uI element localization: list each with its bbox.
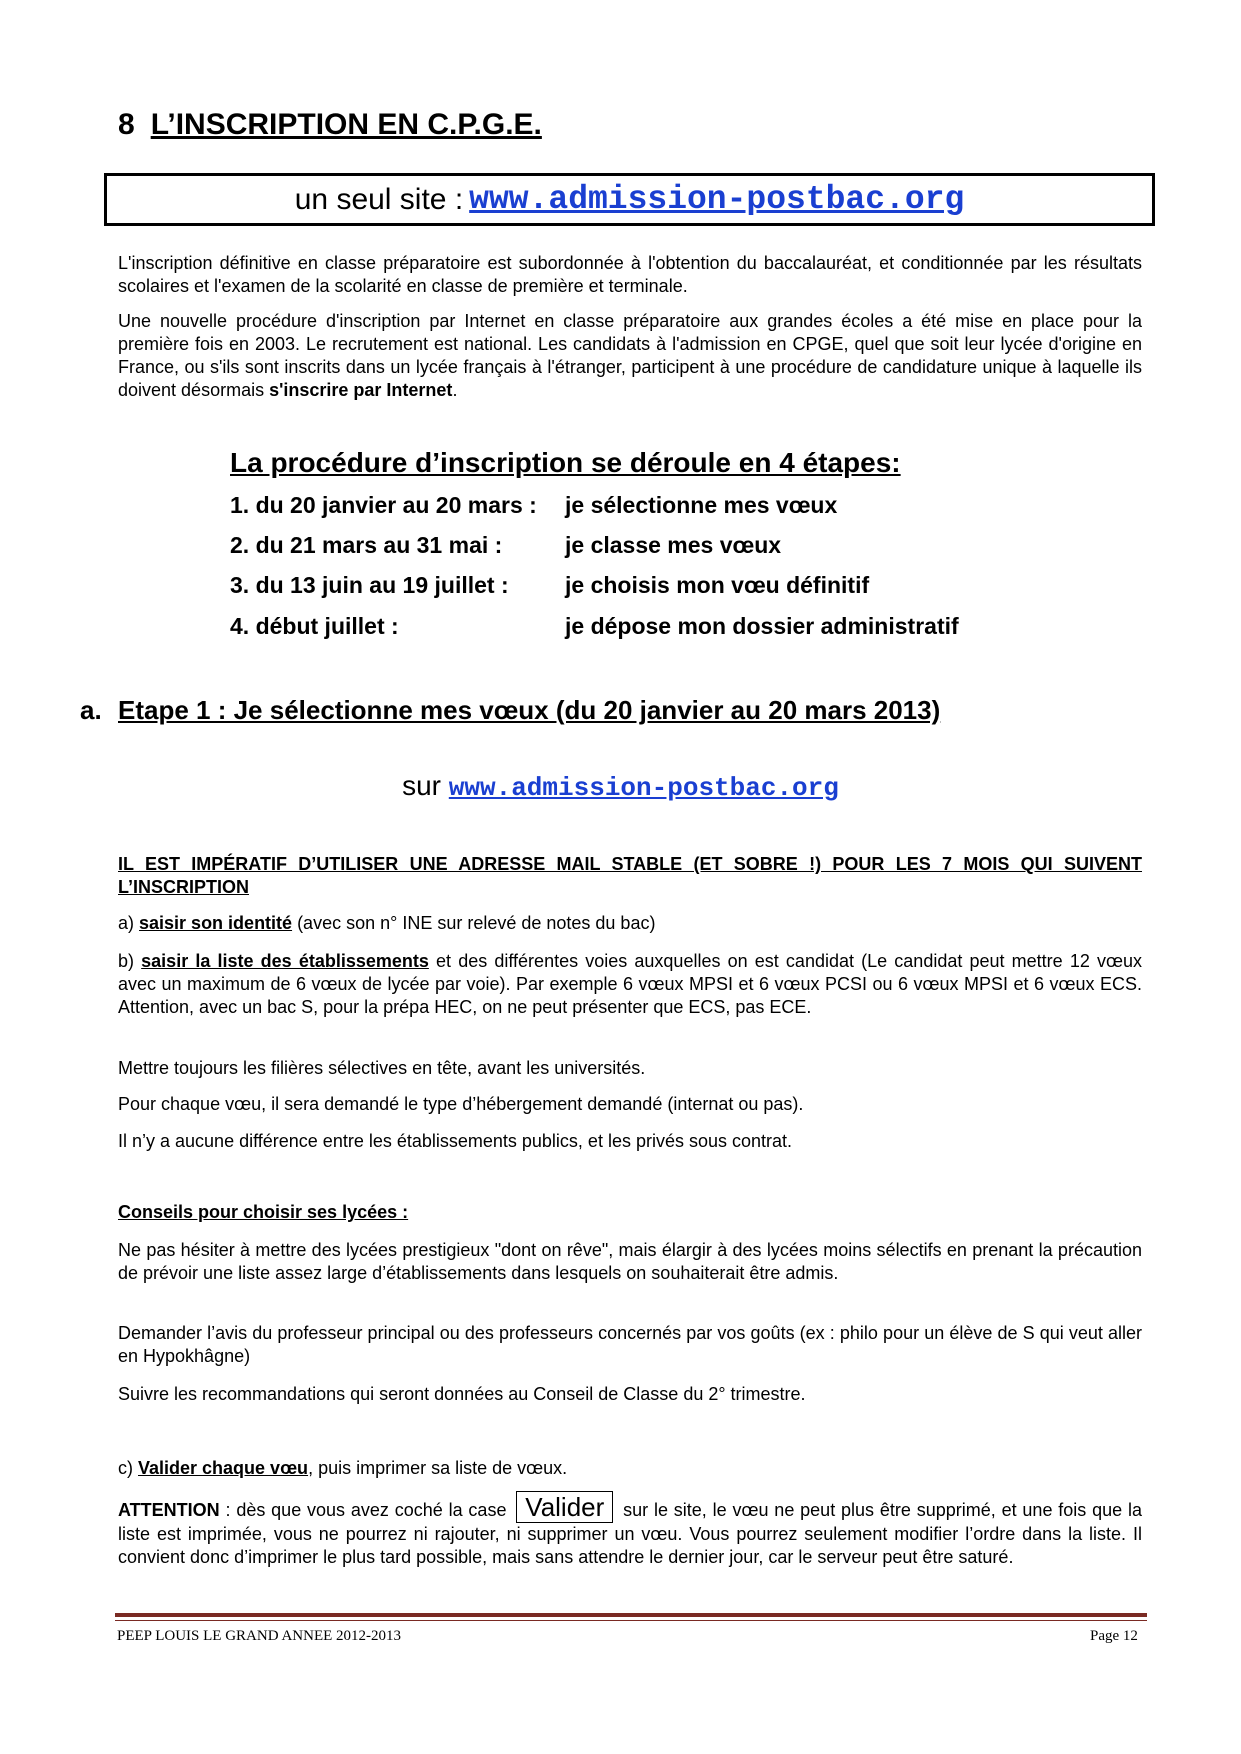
conseil-paragraph-3: Suivre les recommandations qui seront données au Conseil de Classe du 2° trimestre. — [118, 1384, 806, 1404]
attention-label: ATTENTION — [118, 1500, 220, 1520]
b-rest: et des différentes voies auxquelles on est candidat (Le candidat peut mettre 12 vœux avec un maximum de 6 vœux de lycée par voie). Par exemple 6 vœux MPSI et 6 vœux PCSI ou 6 vœux MPSI et 6 vœux ECS. Attention, avec un bac S, pour la prépa HEC, on ne peut présenter que ECS, pas ECE. — [118, 951, 1142, 1017]
sur-label: sur — [402, 770, 442, 801]
attention-text-b: sur le site, le vœu ne peut plus être supprimé, et une fois que la liste est imprimée, vous ne pourrez ni rajouter, ni supprimer un vœu. Vous pourrez seulement modifier l’ordre dans la liste. Il convient donc d’imprimer le plus tard possible, mais sans attendre le dernier jour, car le serveur peut être saturé. — [118, 1500, 1142, 1567]
attention-paragraph — [118, 1491, 1142, 1569]
site-link[interactable]: www.admission-postbac.org — [469, 181, 965, 218]
intro-p2-end: . — [452, 380, 458, 400]
step-c — [118, 1457, 1142, 1480]
footer-left-text: PEEP LOUIS LE GRAND ANNEE 2012-2013 — [117, 1628, 402, 1644]
intro-paragraph-1: L'inscription définitive en classe préparatoire est subordonnée à l'obtention du baccalauréat, et conditionnée par les résultats scolaires et l'examen de la scolarité en classe de première et terminale. — [118, 253, 1142, 296]
step-date: 2. du 21 mars au 31 mai : — [230, 532, 503, 558]
footer-rule-thick — [115, 1613, 1147, 1617]
step-b — [118, 950, 1142, 1019]
footer-rule-thin — [115, 1620, 1147, 1621]
procedure-title: La procédure d’inscription se déroule en 4 étapes: — [230, 447, 901, 478]
c-rest: , puis imprimer sa liste de vœux. — [308, 1458, 568, 1478]
procedure-step — [230, 613, 959, 640]
intro-p2-text: Une nouvelle procédure d'inscription par Internet en classe préparatoire aux grandes écoles a été mise en place pour la première fois en 2003. Le recrutement est national. Les candidats à l'admission en CPGE, quel que soit leur lycée d'origine en France, ou s'ils sont inscrits dans un lycée français à l'étranger, participent à une procédure de candidature unique à laquelle ils doivent désormais — [118, 311, 1142, 400]
step-a — [118, 912, 1142, 935]
conseil-paragraph-2: Demander l’avis du professeur principal ou des professeurs concernés par vos goûts (ex : philo pour un élève de S qui veut aller en Hypokhâgne) — [118, 1323, 1142, 1366]
page-number: Page 12 — [1090, 1628, 1138, 1644]
section-title: L’INSCRIPTION EN C.P.G.E. — [150, 108, 542, 141]
hebergement-paragraph: Pour chaque vœu, il sera demandé le type d’hébergement demandé (internat ou pas). — [118, 1094, 804, 1114]
step-date: 4. début juillet : — [230, 613, 399, 639]
etape-site-link[interactable]: www.admission-postbac.org — [448, 773, 839, 803]
intro-paragraph-2 — [118, 310, 1142, 402]
section-number: 8 — [118, 108, 135, 141]
etape-letter: a. — [80, 695, 102, 725]
intro-p2-bold: s'inscrire par Internet — [269, 380, 453, 400]
conseil-paragraph-1: Ne pas hésiter à mettre des lycées prestigieux "dont on rêve", mais élargir à des lycées moins sélectifs en prenant la précaution de prévoir une liste assez large d’établissements dans lesquels on souhaiterait être admis. — [118, 1240, 1142, 1283]
step-action: je classe mes vœux — [565, 532, 782, 558]
imperatif-warning: IL EST IMPÉRATIF D’UTILISER UNE ADRESSE MAIL STABLE (ET SOBRE !) POUR LES 7 MOIS QUI SUIVENT L’INSCRIPTION — [118, 854, 1142, 897]
b-prefix: b) — [118, 951, 142, 971]
b-emphasis: saisir la liste des établissements — [141, 951, 429, 971]
selectives-paragraph: Mettre toujours les filières sélectives en tête, avant les universités. — [118, 1058, 646, 1078]
etape-title: Etape 1 : Je sélectionne mes vœux (du 20 janvier au 20 mars 2013) — [118, 695, 941, 725]
step-date: 3. du 13 juin au 19 juillet : — [230, 572, 509, 598]
step-action: je dépose mon dossier administratif — [565, 613, 959, 639]
a-rest: (avec son n° INE sur relevé de notes du bac) — [292, 913, 656, 933]
procedure-step — [230, 572, 869, 599]
section-heading — [118, 108, 542, 142]
c-emphasis: Valider chaque vœu — [138, 1458, 309, 1478]
c-prefix: c) — [118, 1458, 138, 1478]
step-action: je choisis mon vœu définitif — [565, 572, 870, 598]
etape-heading — [80, 695, 940, 726]
valider-button-illustration: Valider — [516, 1491, 613, 1523]
attention-text-a: : dès que vous avez coché la case — [219, 1500, 513, 1520]
a-prefix: a) — [118, 913, 140, 933]
conseils-title: Conseils pour choisir ses lycées : — [118, 1202, 409, 1222]
a-emphasis: saisir son identité — [139, 913, 293, 933]
step-date: 1. du 20 janvier au 20 mars : — [230, 492, 537, 518]
procedure-step — [230, 492, 837, 519]
sur-line — [0, 770, 1241, 803]
procedure-step — [230, 532, 781, 559]
site-prefix: un seul site : — [294, 182, 464, 216]
step-action: je sélectionne mes vœux — [565, 492, 838, 518]
site-box — [104, 173, 1155, 226]
difference-paragraph: Il n’y a aucune différence entre les établissements publics, et les privés sous contrat. — [118, 1131, 793, 1151]
